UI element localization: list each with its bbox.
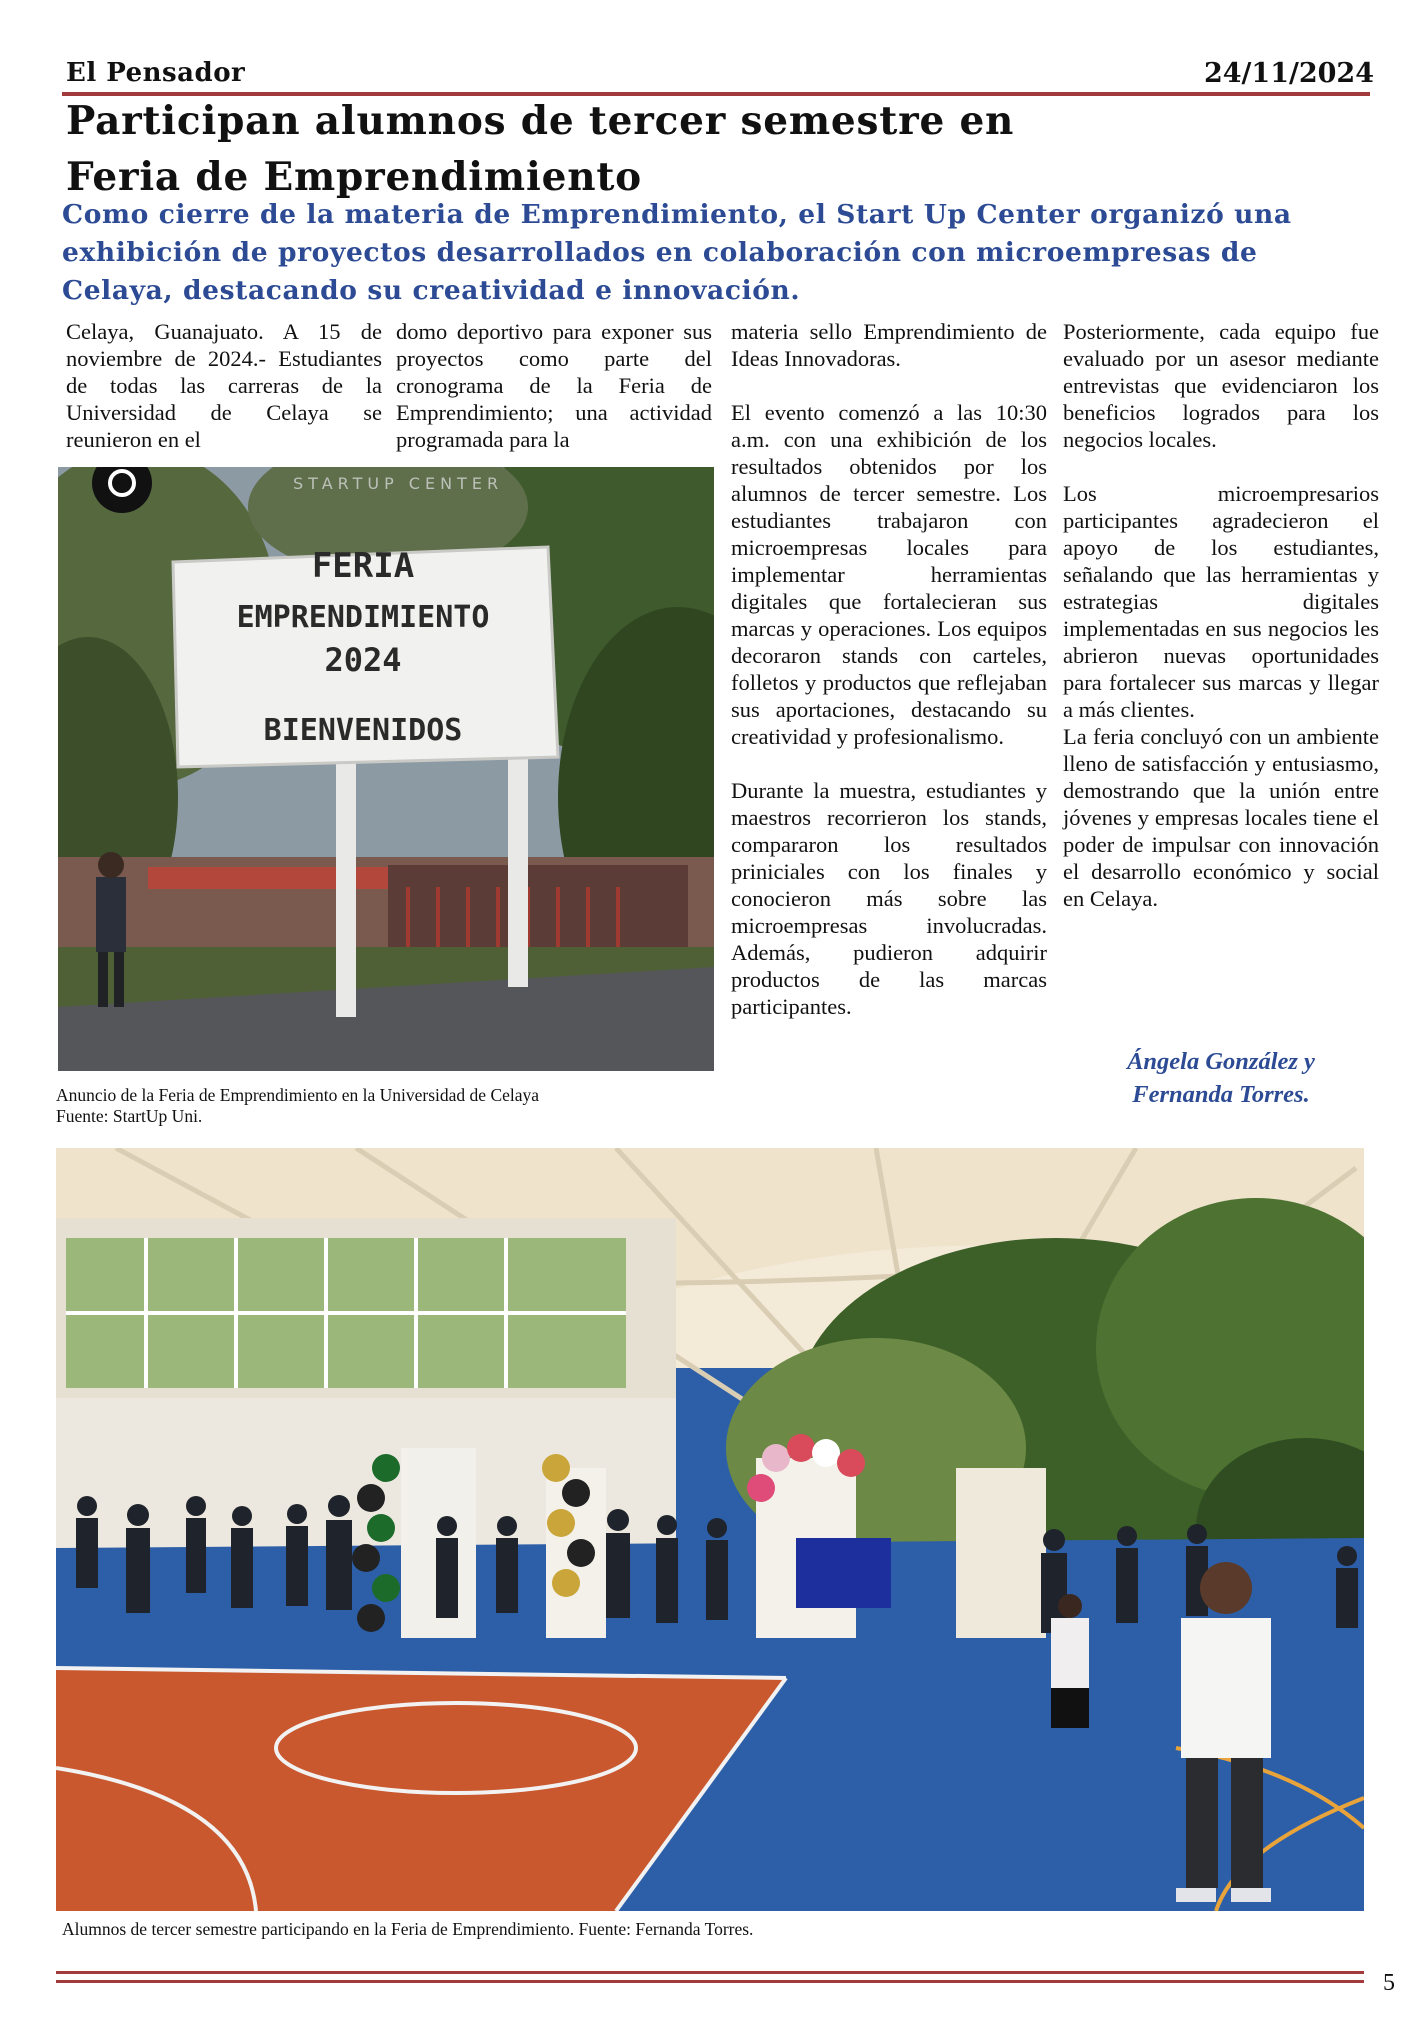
column-3-paragraph-3: Durante la muestra, estudiantes y maestros recorrieron los stands, compararon los resultados priniciales con los finales y conocieron más sobre las microempresas involucradas. Además, pudieron adquirir productos de las marcas participantes.	[731, 778, 1047, 1019]
column-4-paragraph-2: Los microempresarios participantes agradecieron el apoyo de los estudiantes, señalando que las herramientas y estrategias digitales implementadas en sus negocios les abrieron nuevas oportunidades para fortalecer sus marcas y llegar a más clientes.	[1063, 481, 1379, 722]
column-4-paragraph-1: Posteriormente, cada equipo fue evaluado por un asesor mediante entrevistas que evidenciaron los beneficios logrados para los negocios locales.	[1063, 319, 1379, 452]
column-4-paragraph-3: La feria concluyó con un ambiente lleno de satisfacción y entusiasmo, demostrando que la unión entre jóvenes y empresas locales tiene el poder de impulsar con innovación el desarrollo económico y social en Celaya.	[1063, 724, 1379, 911]
article-column-4	[1063, 318, 1379, 912]
sign-line-3: 2024	[324, 641, 402, 679]
photo1-caption-line-1: Anuncio de la Feria de Emprendimiento en la Universidad de Celaya	[56, 1085, 540, 1105]
article-column-3	[731, 318, 1047, 1020]
sign-line-1: FERIA	[311, 546, 415, 586]
byline-line-2: Fernanda Torres.	[1132, 1081, 1310, 1108]
photo1-caption	[56, 1085, 756, 1127]
startup-watermark: STARTUP CENTER	[293, 474, 504, 493]
column-2-paragraph: domo deportivo para exponer sus proyectos como parte del cronograma de la Feria de Emprendimiento; una actividad programada para la	[396, 319, 712, 452]
issue-date: 24/11/2024	[1203, 58, 1374, 89]
sign-line-4: BIENVENIDOS	[263, 713, 463, 748]
sign-line-2: EMPRENDIMIENTO	[236, 600, 490, 635]
column-3-paragraph-2: El evento comenzó a las 10:30 a.m. con una exhibición de los resultados obtenidos por los alumnos de tercer semestre. Los estudiantes trabajaron con microempresas locales para implementar herramientas digitales que fortalecieran sus marcas y operaciones. Los equipos decoraron stands con carteles, folletos y productos que reflejaban sus aportaciones, destacando su creatividad y profesionalismo.	[731, 400, 1047, 749]
fair-crowd-photo	[56, 1148, 1364, 1911]
byline-line-1: Ángela González y	[1127, 1048, 1315, 1075]
page-number: 5	[1383, 1970, 1395, 1996]
article-lead: Como cierre de la materia de Emprendimiento, el Start Up Center organizó una exhibición de proyectos desarrollados en colaboración con microempresas de Celaya, destacando su creatividad e innovación.	[62, 199, 1292, 306]
photo2-caption: Alumnos de tercer semestre participando en la Feria de Emprendimiento. Fuente: Fernanda Torres.	[62, 1919, 754, 1939]
publication-name: El Pensador	[66, 58, 246, 88]
footer-rule-1	[56, 1971, 1364, 1974]
photo1-caption-source: Fuente: StartUp Uni.	[56, 1106, 203, 1126]
article-column-2	[396, 318, 712, 453]
article-column-1	[66, 318, 382, 453]
article-headline: Participan alumnos de tercer semestre en Feria de Emprendimiento	[66, 98, 1015, 200]
column-1-paragraph: Celaya, Guanajuato. A 15 de noviembre de 2024.- Estudiantes de todas las carreras de la Universidad de Celaya se reunieron en el	[66, 319, 382, 452]
feria-sign-photo	[58, 467, 714, 1071]
footer-rule-2	[56, 1980, 1364, 1983]
article-byline	[1063, 1045, 1379, 1111]
column-3-paragraph-1: materia sello Emprendimiento de Ideas Innovadoras.	[731, 319, 1047, 371]
